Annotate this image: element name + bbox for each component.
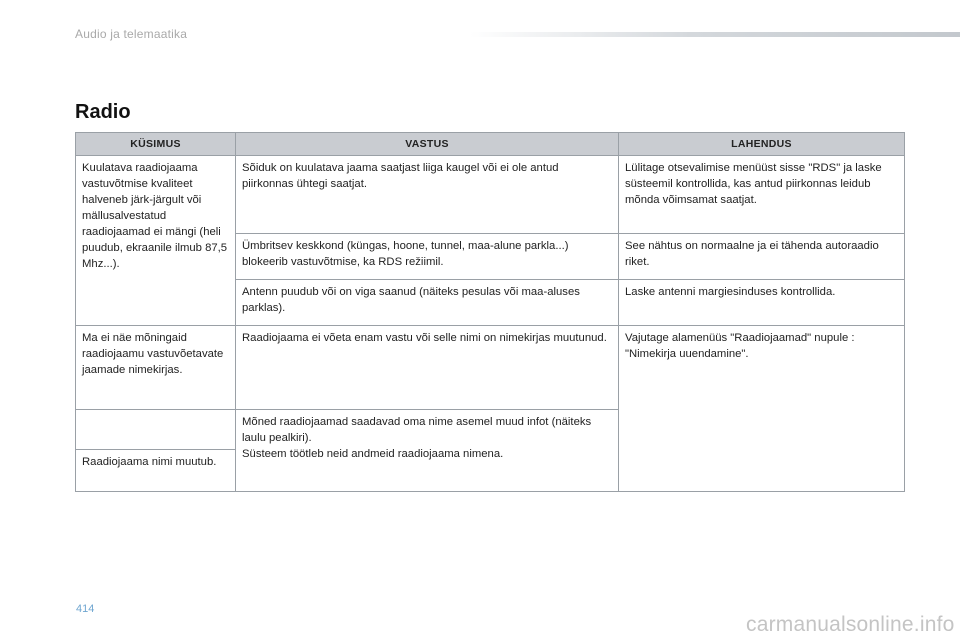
column-header-answer: VASTUS xyxy=(236,133,619,156)
empty-cell xyxy=(76,410,236,450)
answer-cell: Antenn puudub või on viga saanud (näiteks pesulas või maa-aluses parklas). xyxy=(236,280,619,326)
troubleshooting-table xyxy=(75,132,905,492)
question-cell: Kuulatava raadiojaama vastuvõtmise kvaliteet halveneb järk-järgult või mällusalvestatud raadiojaamad ei mängi (heli puudub, ekraanile ilmub 87,5 Mhz...). xyxy=(76,156,236,326)
answer-cell: Sõiduk on kuulatava jaama saatjast liiga kaugel või ei ole antud piirkonnas ühtegi saatjat. xyxy=(236,156,619,234)
section-title: Radio xyxy=(75,101,131,123)
answer-cell: Ümbritsev keskkond (küngas, hoone, tunnel, maa-alune parkla...) blokeerib vastuvõtmise, ka RDS režiimil. xyxy=(236,234,619,280)
table-header-row xyxy=(76,133,905,156)
header-divider xyxy=(470,32,960,37)
question-cell: Raadiojaama nimi muutub. xyxy=(76,450,236,492)
running-header: Audio ja telemaatika xyxy=(75,27,188,41)
column-header-solution: LAHENDUS xyxy=(619,133,905,156)
column-header-question: KÜSIMUS xyxy=(76,133,236,156)
watermark: carmanualsonline.info xyxy=(746,613,955,636)
table-row xyxy=(76,156,905,234)
solution-cell: Vajutage alamenüüs "Raadiojaamad" nupule : "Nimekirja uuendamine". xyxy=(619,326,905,492)
page-number: 414 xyxy=(76,603,95,615)
answer-cell: Raadiojaama ei võeta enam vastu või selle nimi on nimekirjas muutunud. xyxy=(236,326,619,410)
table-row xyxy=(76,326,905,410)
solution-cell: Laske antenni margiesinduses kontrollida. xyxy=(619,280,905,326)
question-cell: Ma ei näe mõningaid raadiojaamu vastuvõetavate jaamade nimekirjas. xyxy=(76,326,236,410)
solution-cell: Lülitage otsevalimise menüüst sisse "RDS" ja laske süsteemil kontrollida, kas antud piirkonnas leidub mõnda võimsamat saatjat. xyxy=(619,156,905,234)
answer-cell: Mõned raadiojaamad saadavad oma nime asemel muud infot (näiteks laulu pealkiri). Süsteem töötleb neid andmeid raadiojaama nimena. xyxy=(236,410,619,492)
solution-cell: See nähtus on normaalne ja ei tähenda autoraadio riket. xyxy=(619,234,905,280)
